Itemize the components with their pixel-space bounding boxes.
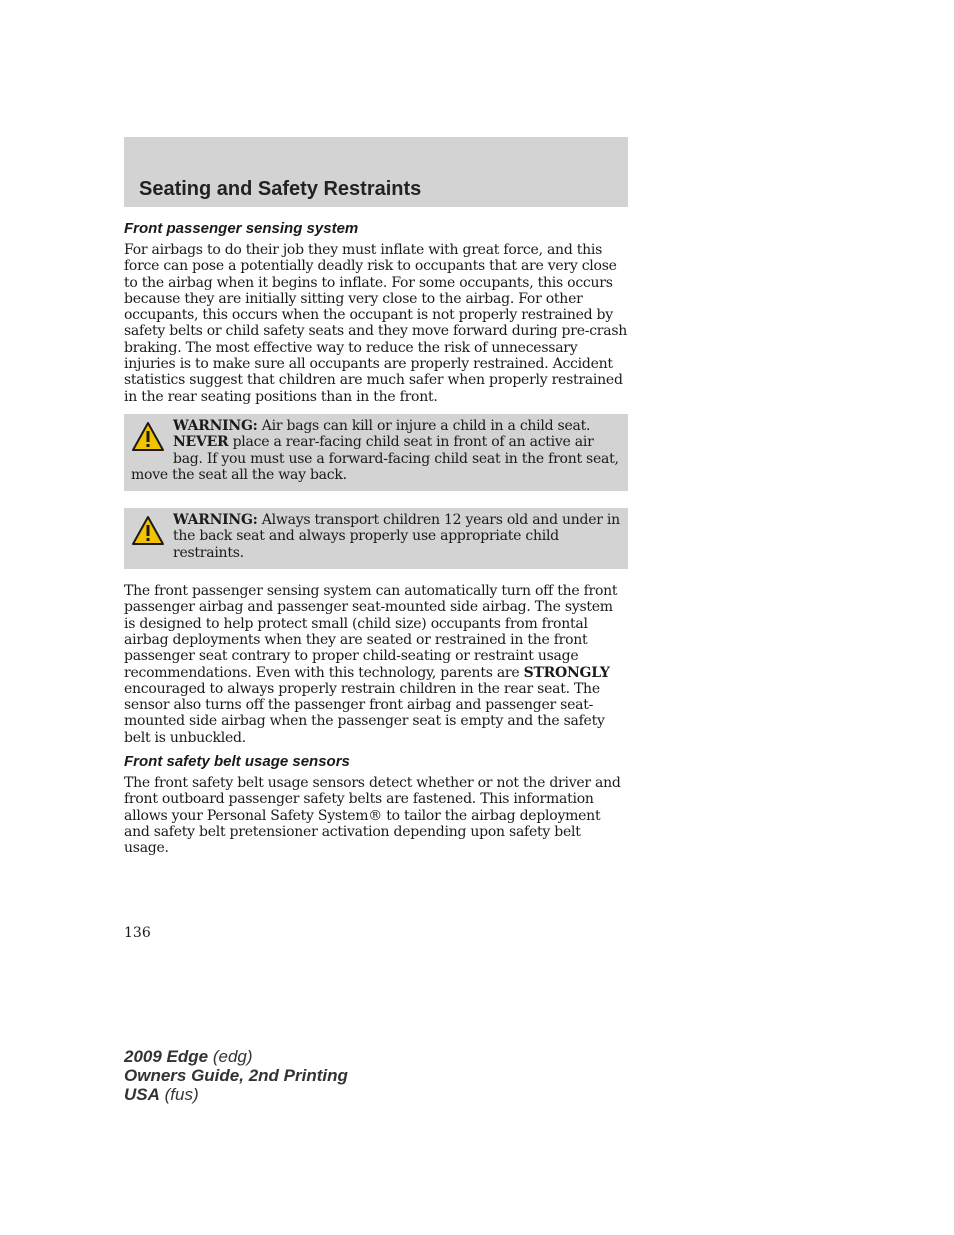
warning-text: Always transport children 12 years old and under in the back seat and always properly use appropriate child restraints.	[173, 512, 620, 561]
section-header-band	[124, 137, 628, 207]
footer-line-model	[124, 1047, 348, 1066]
warning-box-transport-children	[124, 508, 628, 569]
heading-safety-belt-sensors: Front safety belt usage sensors	[124, 753, 350, 771]
footer-market-code: (fus)	[159, 1085, 199, 1104]
paragraph-text: encouraged to always properly restrain children in the rear seat. The sensor also turns off the passenger front airbag and passenger seat-mounted side airbag when the passenger seat is empty and the safety belt is unbuckled.	[124, 680, 605, 746]
page-number: 136	[124, 925, 151, 941]
heading-front-passenger-sensing: Front passenger sensing system	[124, 220, 359, 237]
warning-label: WARNING:	[173, 417, 258, 434]
footer-model: 2009 Edge	[124, 1047, 209, 1066]
warning-label: WARNING:	[173, 512, 258, 529]
section-title: Seating and Safety Restraints	[139, 178, 422, 200]
warning-text: Air bags can kill or injure a child in a child seat.	[257, 417, 591, 434]
warning-never: NEVER	[173, 434, 229, 451]
page-content	[124, 219, 628, 857]
footer-line-guide: Owners Guide, 2nd Printing	[124, 1066, 348, 1085]
warning-triangle-icon	[131, 421, 165, 453]
warning-text: place a rear-facing child seat in front of an active air bag. If you must use a forward-facing child seat in the front seat, move the seat all the way back.	[131, 434, 619, 483]
warning-triangle-icon	[131, 515, 165, 547]
footer-publication-info	[124, 1047, 348, 1104]
footer-line-market	[124, 1085, 348, 1104]
paragraph-text: The front passenger sensing system can automatically turn off the front passenger airbag and passenger seat-mounted side airbag. The system is designed to help protect small (child size) occupants from frontal airbag deployments when they are seated or restrained in the front passenger seat contrary to proper child-seating or restraint usage recommendations. Even with this technology, parents are	[124, 583, 618, 681]
paragraph-strongly: STRONGLY	[523, 664, 610, 681]
paragraph-belt-sensors: The front safety belt usage sensors detect whether or not the driver and front outboard passenger safety belts are fastened. This information allows your Personal Safety System® to tailor the airbag deployment and safety belt pretensioner activation depending upon safety belt usage.	[124, 775, 621, 857]
warning-box-child-seat	[124, 414, 628, 491]
paragraph-sensing-system	[124, 583, 628, 746]
paragraph-airbag-force: For airbags to do their job they must inflate with great force, and this force can pose a potentially deadly risk to occupants that are very close to the airbag when it begins to inflate. For some occupants, this occurs because they are initially sitting very close to the airbag. For other occupants, this occurs when the occupant is not properly restrained by safety belts or child safety seats and they move forward during pre-crash braking. The most effective way to reduce the risk of unnecessary injuries is to make sure all occupants are properly restrained. Accident statistics suggest that children are much safer when properly restrained in the rear seating positions than in the front.	[124, 242, 628, 405]
footer-market: USA	[124, 1085, 160, 1104]
footer-model-code: (edg)	[208, 1047, 253, 1066]
